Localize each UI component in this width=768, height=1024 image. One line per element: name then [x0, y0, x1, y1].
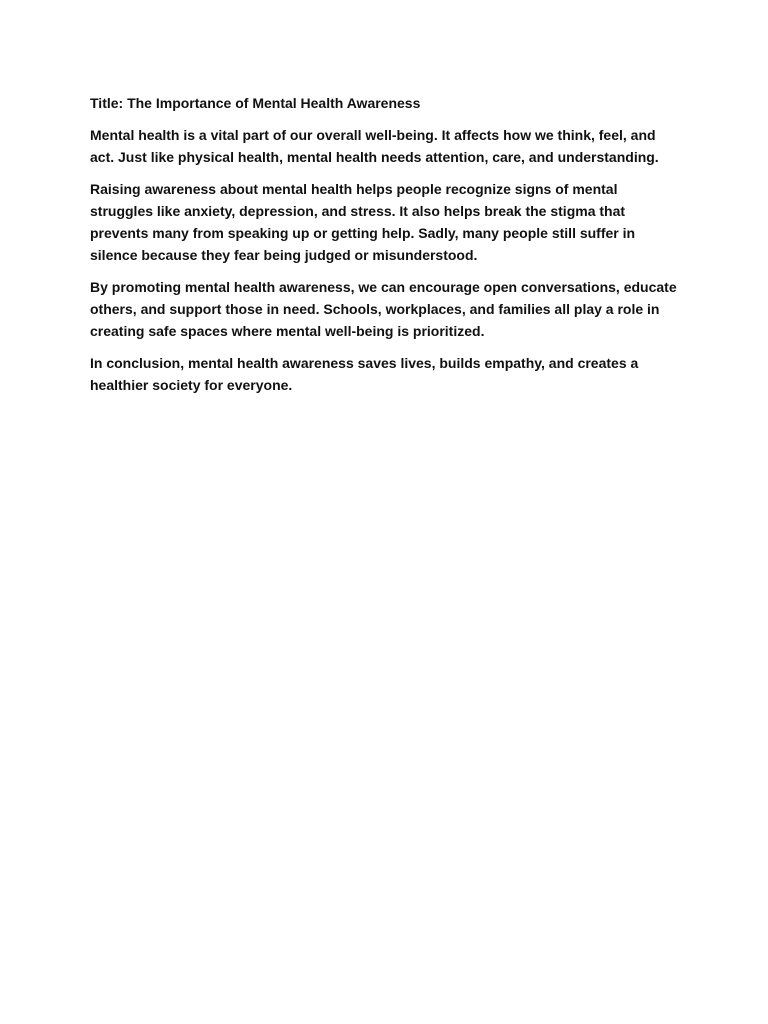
- document-title: Title: The Importance of Mental Health Awareness: [90, 95, 421, 111]
- paragraph-conclusion: In conclusion, mental health awareness saves lives, builds empathy, and creates a healthier society for everyone.: [90, 355, 639, 393]
- paragraph-promoting: By promoting mental health awareness, we can encourage open conversations, educate others, and support those in need. Schools, workplaces, and families all play a role in creating safe spaces where mental well-being is prioritized.: [90, 279, 677, 339]
- paragraph-intro: Mental health is a vital part of our overall well-being. It affects how we think, feel, and act. Just like physical health, mental health needs attention, care, and understanding.: [90, 127, 659, 165]
- document-body: [90, 92, 682, 406]
- paragraph-awareness: Raising awareness about mental health helps people recognize signs of mental struggles like anxiety, depression, and stress. It also helps break the stigma that prevents many from speaking up or getting help. Sadly, many people still suffer in silence because they fear being judged or misunderstood.: [90, 181, 636, 263]
